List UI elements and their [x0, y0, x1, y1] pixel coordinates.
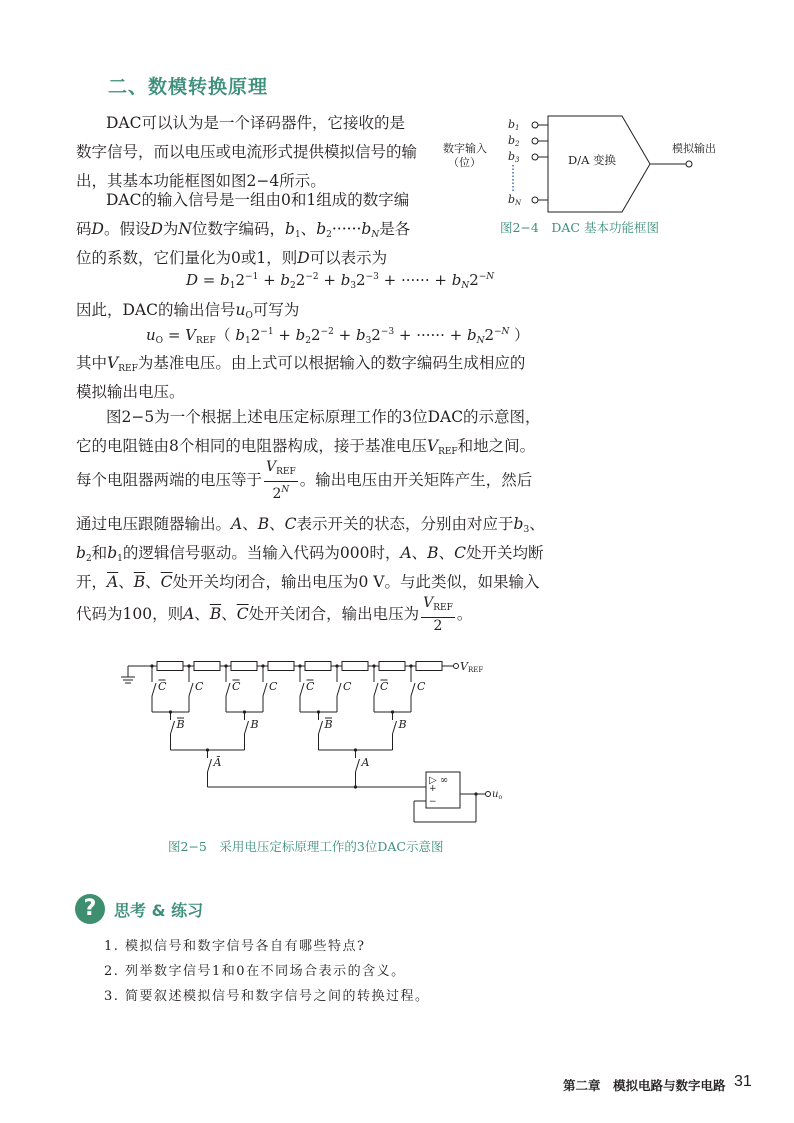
text: 码	[76, 220, 92, 238]
sub: N	[371, 230, 380, 240]
input-terminal-bN	[532, 197, 538, 203]
footer-chapter: 第二章 模拟电路与数字电路	[563, 1078, 726, 1093]
resistor	[194, 662, 220, 671]
switch-blade	[152, 683, 156, 696]
symbol-V: V	[107, 354, 119, 372]
paragraph-3-line-1	[76, 298, 299, 321]
paragraph-2-line-3	[76, 246, 387, 268]
switch-blade	[245, 721, 249, 734]
exercise-title: 思考 & 练习	[114, 901, 204, 920]
vref-terminal	[454, 664, 459, 669]
equation-1: $D = b_12^{-1} + b_22^{-2} + b_32^{-3}$ + ······ + $b_N2^{-N}$	[186, 271, 495, 291]
label-b3: b3	[508, 150, 520, 164]
input-terminal-b2	[532, 138, 538, 144]
output-label: $u_o$	[492, 789, 503, 801]
fig24-input-label-unit: （位）	[448, 156, 481, 169]
fig24-block-label: D/A 变换	[568, 153, 617, 167]
sub: REF	[438, 447, 458, 457]
text: 处开关均断	[465, 544, 544, 562]
switch-blade	[374, 683, 378, 696]
resistor	[268, 662, 294, 671]
resistor	[231, 662, 257, 671]
label-b1: b1	[508, 118, 520, 132]
resistor	[416, 662, 442, 671]
sup: N	[281, 485, 290, 495]
paragraph-2-line-2	[76, 217, 410, 240]
text: 可以表示为	[309, 249, 388, 267]
switch-blade	[319, 721, 323, 734]
switch-blade	[393, 721, 397, 734]
paragraph-1-line-1: DAC可以认为是一个译码器件，它接收的是	[106, 114, 405, 132]
exercise-question-3: 3. 简要叙述模拟信号和数字信号之间的转换过程。	[104, 989, 430, 1004]
section-heading: 二、数模转换原理	[108, 76, 269, 98]
paragraph-5-line-2	[76, 434, 535, 457]
switch-blade	[411, 683, 415, 696]
output-terminal	[486, 792, 491, 797]
vref-sub: REF	[467, 666, 484, 674]
text: 。输出电压由开关矩阵产生，然后	[299, 471, 533, 489]
switch-blade	[171, 721, 175, 734]
switch-label: C	[269, 680, 278, 693]
opamp-minus: −	[429, 797, 437, 807]
text: 是各	[379, 220, 411, 238]
switch-label: B	[176, 718, 185, 731]
paragraph-1-line-2: 数字信号，而以电压或电流形式提供模拟信号的输	[76, 143, 418, 161]
text: 开，	[76, 573, 108, 591]
vref-label: VREF	[460, 660, 484, 674]
text: ······	[331, 220, 362, 238]
symbol-bN: b	[361, 220, 372, 238]
switch-label: A	[361, 756, 370, 769]
switch-blade	[300, 683, 304, 696]
label-bN: bN	[508, 193, 522, 207]
paragraph-2-line-1: DAC的输入信号是一组由0和1组成的数字编	[106, 191, 410, 209]
output-sub: o	[498, 794, 503, 801]
paragraph-5-line-4: 通过电压跟随器输出。A、B、C表示开关的状态，分别由对应于$b_3$、	[76, 515, 545, 535]
text: 和	[91, 544, 108, 562]
switch-label: B	[398, 718, 407, 731]
paragraph-5-line-1: 图2−5为一个根据上述电压定标原理工作的3位DAC的示意图，	[106, 408, 541, 426]
text: 位数字编码，	[191, 220, 285, 238]
page-number: 31	[734, 1073, 752, 1090]
symbol-D: D	[91, 220, 104, 238]
question-icon: ?	[75, 894, 105, 924]
switch-label: C	[417, 680, 426, 693]
fraction-vref-over-2: $\frac{V_{REF}}{2}$	[423, 595, 453, 634]
text: 位的系数，它们量化为0或1，则	[76, 249, 298, 267]
paragraph-5-line-7: 代码为100，则A、$\overline{B}$、$\overline{C}$处开关闭合，输出电压为 $\frac{V_{REF}}{2}$ 。	[76, 595, 473, 634]
text: 通过电压跟随器输出。	[76, 515, 232, 533]
switch-label: C	[195, 680, 204, 693]
sub: O	[245, 311, 253, 321]
switch-label: C	[158, 680, 167, 693]
switch-label: C	[380, 680, 389, 693]
input-terminal-b3	[532, 154, 538, 160]
switch-label: C	[306, 680, 315, 693]
text: 它的电阻链由8个相同的电阻器构成，接于基准电压	[76, 437, 427, 455]
switch-label: B	[250, 718, 259, 731]
output-terminal	[686, 161, 692, 167]
switch-blade	[337, 683, 341, 696]
paragraph-1-line-3: 出，其基本功能框图如图2−4所示。	[76, 172, 326, 190]
switch-label: B	[324, 718, 333, 731]
opamp-plus: +	[429, 784, 437, 794]
symbol-b2: b	[316, 220, 327, 238]
fig24-input-label: 数字输入	[443, 142, 487, 155]
text: 代码为100，则	[76, 605, 184, 623]
text: 表示开关的状态，分别由对应于	[296, 515, 514, 533]
paragraph-5-line-3	[76, 460, 532, 502]
symbol-b1: b	[285, 220, 295, 238]
switch-blade	[263, 683, 267, 696]
symbol-D: D	[297, 249, 310, 267]
input-terminal-b1	[532, 122, 538, 128]
text: 2	[272, 486, 282, 502]
resistor	[305, 662, 331, 671]
sub: REF	[276, 467, 296, 477]
sub: 2	[326, 230, 332, 240]
symbol-V: V	[266, 459, 277, 475]
text: 为	[162, 220, 179, 238]
switch-blade	[189, 683, 193, 696]
paragraph-5-line-6: 开，$\overline{A}$、$\overline{B}$、$\overline{C}$处开关均闭合，输出电压为0 V。与此类似，如果输入	[76, 573, 540, 591]
switch-blade	[208, 759, 212, 772]
fraction-vref-over-2n	[264, 460, 298, 502]
symbol-u: u	[235, 301, 246, 319]
switch-label: Ā	[213, 756, 222, 769]
fig24-output-label: 模拟输出	[672, 142, 716, 155]
label-b2: b2	[508, 134, 520, 148]
exercise-question-1: 1. 模拟信号和数字信号各自有哪些特点?	[104, 939, 366, 954]
switch-blade	[226, 683, 230, 696]
text: 。	[456, 605, 473, 623]
fig24-caption: 图2−4 DAC 基本功能框图	[500, 220, 659, 235]
sub: REF	[118, 364, 138, 374]
text: 处开关闭合，输出电压为	[248, 605, 420, 623]
text: 其中	[76, 354, 108, 372]
switch-label: C	[232, 680, 241, 693]
text: 可写为	[252, 301, 300, 319]
text: 、	[300, 220, 317, 238]
paragraph-5-line-5: $b_2$和$b_1$的逻辑信号驱动。当输入代码为000时，A、B、C处开关均断	[76, 544, 544, 564]
fig25-caption: 图2−5 采用电压定标原理工作的3位DAC示意图	[168, 839, 444, 854]
resistor	[157, 662, 183, 671]
resistor	[342, 662, 368, 671]
text: 的逻辑信号驱动。当输入代码为000时，	[122, 544, 401, 562]
text: 每个电阻器两端的电压等于	[76, 471, 263, 489]
symbol-V: V	[426, 437, 439, 455]
text: 处开关均闭合，输出电压为0 V。与此类似，如果输入	[172, 573, 540, 591]
sub: 1	[294, 230, 301, 240]
text: 因此，DAC的输出信号	[76, 301, 236, 319]
fig25-circuit	[110, 650, 530, 830]
paragraph-4-line-2: 模拟输出电压。	[76, 383, 185, 401]
switch-blade	[356, 759, 360, 772]
switch-label: C	[343, 680, 352, 693]
text: 。假设	[103, 220, 151, 238]
resistor	[379, 662, 405, 671]
exercise-question-2: 2. 列举数字信号1和0在不同场合表示的含义。	[104, 964, 406, 979]
equation-2: $u_O = V_{REF}$（ $b_12^{-1} + b_22^{-2} + b_32^{-3}$ + ······ + $b_N2^{-N}$ ）	[146, 326, 530, 346]
text: 为基准电压。由上式可以根据输入的数字编码生成相应的	[137, 354, 526, 372]
opamp-symbol: ▷ ∞	[429, 775, 449, 786]
symbol-N: N	[178, 220, 192, 238]
symbol-D: D	[150, 220, 163, 238]
text: 和地之间。	[457, 437, 536, 455]
paragraph-4-line-1	[76, 351, 525, 374]
